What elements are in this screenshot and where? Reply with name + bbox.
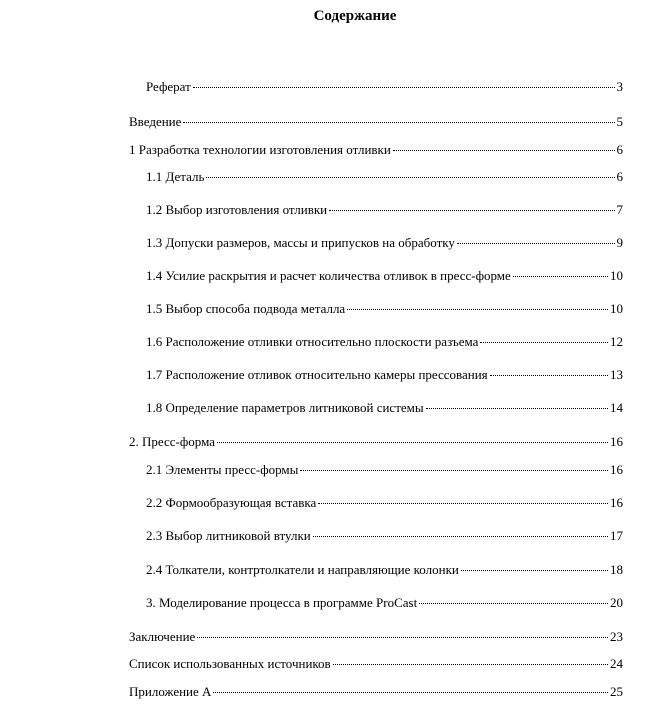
toc-entry-1-2[interactable]: [146, 202, 623, 218]
toc-entry-page: 17: [610, 528, 623, 543]
dot-leader: [333, 664, 608, 665]
toc-entry-1-8[interactable]: [146, 400, 623, 416]
toc-entry-1-6[interactable]: [146, 334, 623, 350]
toc-entry-page: 10: [610, 301, 623, 316]
toc-entry-introduction[interactable]: [129, 114, 623, 130]
toc-entry-label: 2.3 Выбор литниковой втулки: [146, 528, 311, 543]
toc-entry-label: 2.1 Элементы пресс-формы: [146, 462, 299, 477]
dot-leader: [513, 276, 608, 277]
dot-leader: [183, 122, 614, 123]
dot-leader: [461, 570, 608, 571]
toc-entry-page: 3: [616, 79, 623, 94]
dot-leader: [457, 243, 615, 244]
dot-leader: [193, 87, 615, 88]
toc-entry-section-1[interactable]: [129, 142, 623, 158]
toc-entry-page: 23: [610, 629, 623, 644]
toc-entry-label: 1 Разработка технологии изготовления отливки: [129, 142, 391, 157]
toc-entry-page: 12: [610, 334, 623, 349]
dot-leader: [347, 309, 608, 310]
toc-entry-section-2[interactable]: [129, 434, 623, 450]
toc-entry-page: 5: [616, 114, 623, 129]
toc-entry-1-7[interactable]: [146, 367, 623, 383]
toc-entry-label: Приложение А: [129, 684, 212, 699]
dot-leader: [419, 603, 608, 604]
toc-entry-page: 18: [610, 562, 623, 577]
toc-entry-label: Реферат: [146, 79, 191, 94]
toc-entry-page: 9: [616, 235, 623, 250]
toc-entry-label: 2.2 Формообразующая вставка: [146, 495, 317, 510]
dot-leader: [393, 150, 615, 151]
toc-entry-label: 1.1 Деталь: [146, 169, 205, 184]
toc-entry-page: 13: [610, 367, 623, 382]
toc-entry-page: 16: [610, 434, 623, 449]
toc-entry-page: 6: [616, 142, 623, 157]
dot-leader: [206, 177, 614, 178]
toc-entry-page: 6: [616, 169, 623, 184]
toc-entry-page: 7: [616, 202, 623, 217]
toc-entry-section-3[interactable]: [146, 595, 623, 611]
toc-entry-label: 1.7 Расположение отливок относительно камеры прессования: [146, 367, 488, 382]
toc-entry-label: 1.4 Усилие раскрытия и расчет количества отливок в пресс-форме: [146, 268, 511, 283]
dot-leader: [329, 210, 614, 211]
toc-entry-abstract[interactable]: [146, 79, 623, 95]
toc-entry-label: 1.3 Допуски размеров, массы и припусков на обработку: [146, 235, 455, 250]
dot-leader: [480, 342, 608, 343]
toc-entry-1-5[interactable]: [146, 301, 623, 317]
toc-entry-2-1[interactable]: [146, 462, 623, 478]
toc-entry-label: 1.5 Выбор способа подвода металла: [146, 301, 346, 316]
toc-entry-label: Список использованных источников: [129, 656, 331, 671]
toc-entry-page: 10: [610, 268, 623, 283]
toc-entry-appendix-a[interactable]: [129, 684, 623, 700]
dot-leader: [217, 442, 608, 443]
dot-leader: [213, 692, 608, 693]
toc-entry-label: 1.8 Определение параметров литниковой системы: [146, 400, 424, 415]
toc-entry-2-3[interactable]: [146, 528, 623, 544]
toc-entry-page: 14: [610, 400, 623, 415]
toc-entry-label: 1.6 Расположение отливки относительно плоскости разъема: [146, 334, 479, 349]
toc-entry-label: 2. Пресс-форма: [129, 434, 215, 449]
toc-entry-1-1[interactable]: [146, 169, 623, 185]
dot-leader: [318, 503, 608, 504]
toc-entry-1-3[interactable]: [146, 235, 623, 251]
toc-entry-page: 16: [610, 462, 623, 477]
toc-entry-2-2[interactable]: [146, 495, 623, 511]
dot-leader: [197, 637, 608, 638]
dot-leader: [313, 536, 608, 537]
toc-entry-page: 20: [610, 595, 623, 610]
toc-entry-label: 1.2 Выбор изготовления отливки: [146, 202, 328, 217]
dot-leader: [426, 408, 608, 409]
toc-entry-references[interactable]: [129, 656, 623, 672]
toc-entry-label: 2.4 Толкатели, контртолкатели и направляющие колонки: [146, 562, 459, 577]
dot-leader: [490, 375, 608, 376]
toc-entry-page: 25: [610, 684, 623, 699]
toc-entry-conclusion[interactable]: [129, 629, 623, 645]
dot-leader: [300, 470, 608, 471]
toc-entry-label: 3. Моделирование процесса в программе ProCast: [146, 595, 418, 610]
toc-entry-2-4[interactable]: [146, 562, 623, 578]
toc-entry-label: Заключение: [129, 629, 196, 644]
toc-entry-1-4[interactable]: [146, 268, 623, 284]
toc-entry-page: 16: [610, 495, 623, 510]
toc-heading: Содержание: [313, 8, 397, 24]
toc-entry-label: Введение: [129, 114, 182, 129]
toc-entry-page: 24: [610, 656, 623, 671]
